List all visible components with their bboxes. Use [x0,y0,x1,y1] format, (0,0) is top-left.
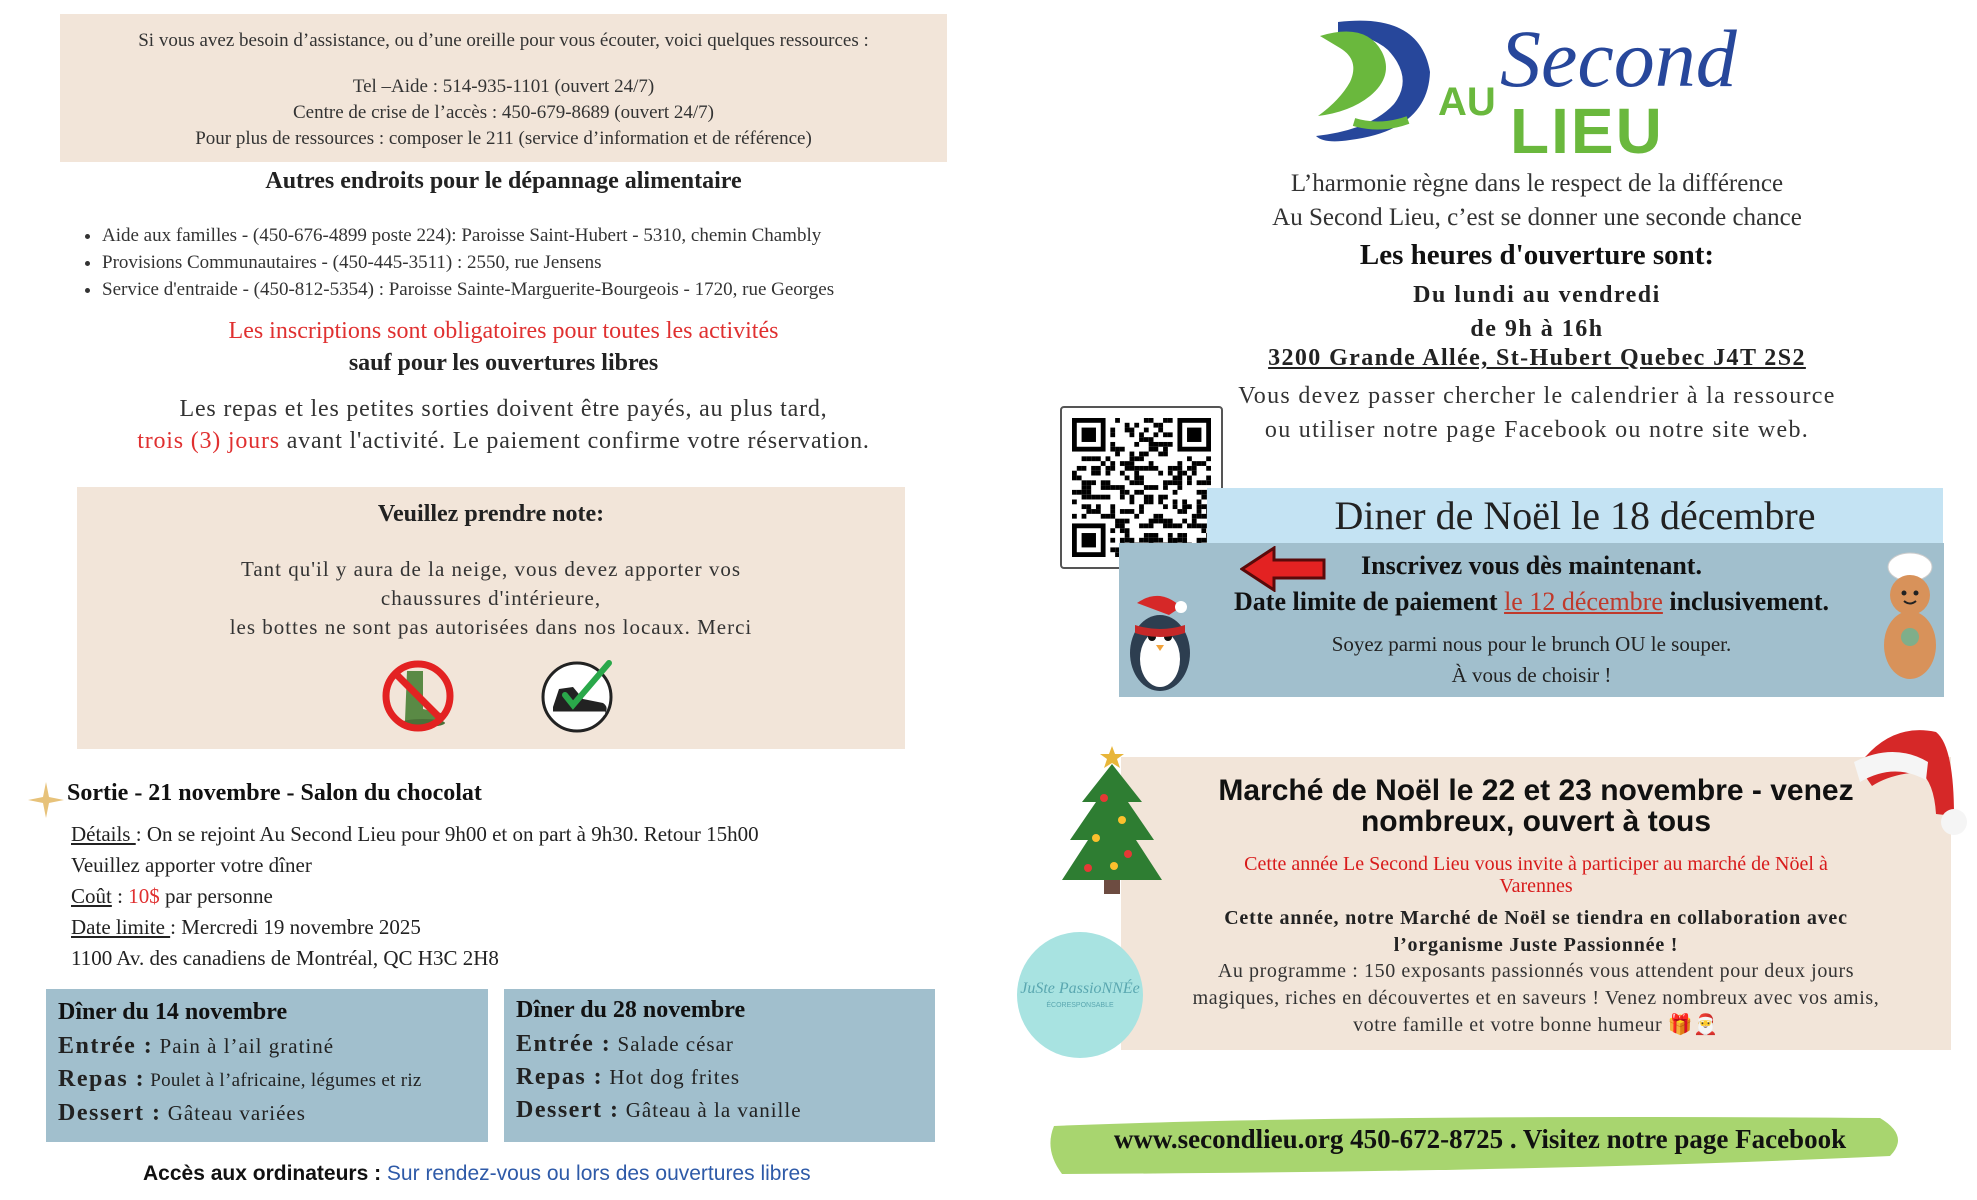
deadline-label: Date limite [71,915,171,939]
noel-choice-text [1119,629,1944,691]
list-item: • Aide aux familles - (450-676-4899 poste 224): Paroisse Saint-Hubert - 5310, chemin Chambly [102,222,960,249]
santa-hat-icon [1850,722,1970,840]
market-invite-text [1121,853,1951,897]
noel-dinner-header [1207,488,1943,543]
repas-label: Repas : [58,1066,146,1092]
hours-time: de 9h à 16h [1470,316,1604,342]
noel-register-text: Inscrivez vous dès maintenant. [1361,551,1702,580]
christmas-market-box [1121,757,1951,1050]
entree-label: Entrée : [58,1033,154,1059]
noel-choice-line: Soyez parmi nous pour le brunch OU le souper. [1331,632,1732,656]
help-intro: Si vous avez besoin d’assistance, ou d’une oreille pour vous écouter, voici quelques ressources : [138,30,869,51]
access-label: Accès aux ordinateurs : [143,1162,382,1185]
list-item: • Provisions Communautaires - (450-445-3511) : 2550, rue Jensens [102,249,960,276]
deadline-date: le 12 décembre [1504,587,1663,616]
market-title-line: nombreux, ouvert à tous [1360,805,1712,838]
list-item: • Service d'entraide - (450-812-5354) : Paroisse Sainte-Marguerite-Bourgeois - 1720, rue Georges [102,276,960,303]
menu-title: Dîner du 28 novembre [516,997,746,1023]
deadline-text: : Mercredi 19 novembre 2025 [170,915,421,939]
cost-label: Coût [71,884,112,908]
dessert-value: Gâteau à la vanille [619,1098,802,1122]
cost-separator: : [111,884,129,908]
note-title: Veuillez prendre note: [377,501,605,527]
market-collab-line: Cette année, notre Marché de Noël se tiendra en collaboration avec [1224,907,1848,929]
repas-value: Poulet à l’africaine, légumes et riz [145,1070,422,1091]
help-line-crisis: Centre de crise de l’accès : 450-679-8689 (ouvert 24/7) [292,102,714,123]
payment-deadline-days: trois (3) jours [137,428,280,454]
calendar-line: ou utiliser notre page Facebook ou notre site web. [1264,417,1810,443]
juste-passionnee-badge [1017,932,1143,1058]
details-text: : On se rejoint Au Second Lieu pour 9h00 et on part à 9h30. Retour 15h00 [135,822,759,846]
payment-notice [60,393,947,457]
market-program-line: magiques, riches en découvertes et en saveurs ! Venez nombreux avec vos amis, [1192,987,1880,1009]
market-invite-line: Varennes [1499,875,1573,897]
note-line: les bottes ne sont pas autorisées dans nos locaux. Merci [229,615,753,639]
note-line: chaussures d'intérieure, [380,586,602,610]
badge-subtitle: ÉCORESPONSABLE [1046,1002,1114,1009]
hours-title: Les heures d'ouverture sont: [1359,239,1715,271]
tagline-line: L’harmonie règne dans le respect de la différence [1290,170,1784,197]
market-collab-line: l’organisme Juste Passionnée ! [1393,934,1679,956]
help-resources-box [60,14,947,162]
help-line-211: Pour plus de ressources : composer le 211 (service d’information et de référence) [195,128,812,149]
access-value: Sur rendez-vous ou lors des ouvertures libres [381,1162,811,1185]
qr-code-icon [1072,418,1211,557]
noel-choice-line: À vous de choisir ! [1451,663,1612,687]
sparkle-icon [26,780,66,820]
computer-access-text [143,1161,811,1186]
menu-card [46,989,488,1142]
menu-card [504,989,935,1142]
entree-value: Salade césar [611,1032,734,1056]
logo-second: Second [1500,13,1737,104]
deadline-prefix: Date limite de paiement [1234,587,1505,616]
logo-lieu: LIEU [1510,95,1664,167]
repas-value: Hot dog frites [603,1065,741,1089]
help-line-tel-aide: Tel –Aide : 514-935-1101 (ouvert 24/7) [352,76,655,97]
au-second-lieu-logo [1310,12,1760,167]
entree-label: Entrée : [516,1031,612,1057]
tagline-line: Au Second Lieu, c’est se donner une seconde chance [1272,204,1802,231]
registration-exception-text: sauf pour les ouvertures libres [348,350,659,376]
market-collab-text [1121,905,1951,959]
registration-required-text: Les inscriptions sont obligatoires pour toutes les activités [228,318,779,344]
sortie-address: 1100 Av. des canadiens de Montréal, QC H3C 2H8 [71,946,499,970]
dessert-value: Gâteau variées [161,1101,306,1125]
opening-hours [1197,278,1877,346]
calendar-line: Vous devez passer chercher le calendrier à la ressource [1238,383,1836,409]
tagline [1197,167,1877,235]
market-title [1121,775,1951,837]
food-list [100,222,960,303]
menu-title: Dîner du 14 novembre [58,999,288,1025]
details-label: Détails [71,822,136,846]
no-boots-icon [379,657,457,735]
repas-label: Repas : [516,1064,604,1090]
hours-days: Du lundi au vendredi [1413,282,1661,308]
christmas-tree-icon [1058,742,1166,897]
address-link[interactable]: 3200 Grande Allée, St-Hubert Quebec J4T 2S2 [1268,345,1806,371]
shoe-check-icon [539,655,619,735]
market-program-text [1121,958,1951,1039]
note-line: Tant qu'il y aura de la neige, vous devez apporter vos [240,557,742,581]
payment-line-2: avant l'activité. Le paiement confirme votre réservation. [279,428,870,454]
dessert-label: Dessert : [58,1100,162,1126]
cost-value: 10$ [128,884,160,908]
payment-line-1: Les repas et les petites sorties doivent être payés, au plus tard, [179,396,828,422]
bring-lunch-text: Veuillez apporter votre dîner [71,853,312,877]
market-program-line: votre famille et votre bonne humeur 🎁🎅 [1353,1014,1719,1036]
market-program-line: Au programme : 150 exposants passionnés vous attendent pour deux jours [1217,960,1855,982]
footer-contact[interactable]: www.secondlieu.org 450-672-8725 . Visitez notre page Facebook [1113,1124,1847,1154]
entree-value: Pain à l’ail gratiné [153,1034,335,1058]
market-title-line: Marché de Noël le 22 et 23 novembre - venez [1218,774,1854,807]
noel-dinner-title: Diner de Noël le 18 décembre [1334,493,1816,538]
market-invite-line: Cette année Le Second Lieu vous invite à participer au marché de Nöel à [1244,853,1828,875]
cost-suffix: par personne [159,884,273,908]
calendar-notice [1197,379,1877,447]
red-arrow-icon [1240,546,1326,592]
deadline-suffix: inclusivement. [1662,587,1829,616]
badge-name: JuSte PassioNNÉe [1020,980,1140,997]
dessert-label: Dessert : [516,1097,620,1123]
sortie-title: Sortie - 21 novembre - Salon du chocolat [67,780,482,806]
penguin-icon [1115,593,1205,697]
sortie-details [71,819,759,974]
food-section-title: Autres endroits pour le dépannage alimentaire [265,168,742,194]
logo-au: AU [1438,80,1496,124]
gingerbread-chef-icon [1874,549,1946,689]
note-box [77,487,905,749]
note-text [117,555,865,642]
